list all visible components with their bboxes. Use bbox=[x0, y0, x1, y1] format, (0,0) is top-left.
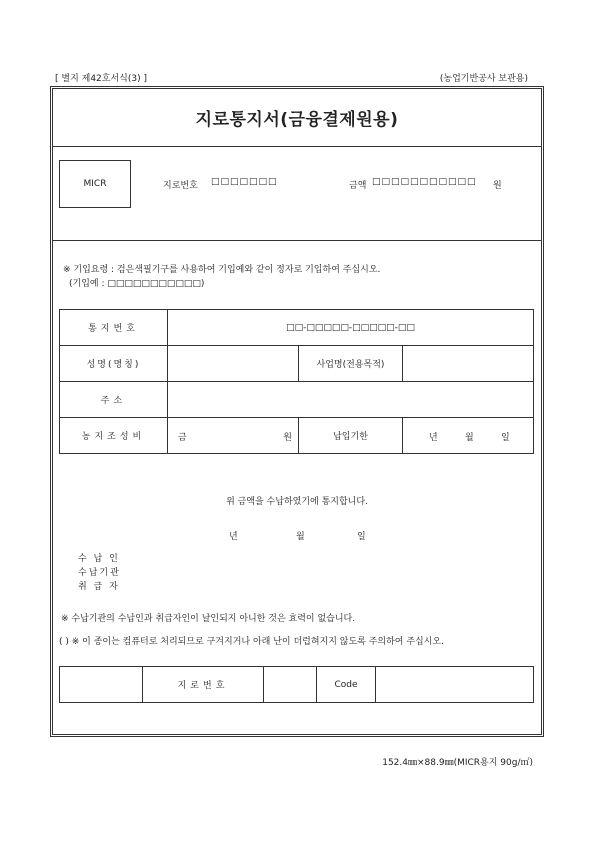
receiver-label: 수 납 인 bbox=[78, 554, 120, 564]
form-frame bbox=[50, 86, 544, 737]
bottom-code-field[interactable] bbox=[376, 667, 534, 703]
fee-label: 농지조성비 bbox=[60, 418, 168, 454]
deadline-day: 일 bbox=[501, 433, 510, 443]
fee-prefix: 금 bbox=[178, 433, 187, 443]
keeper-label: (농업기반공사 보관용) bbox=[439, 74, 528, 84]
notice-day: 일 bbox=[357, 532, 366, 542]
address-label: 주소 bbox=[60, 382, 168, 418]
bottom-giro-label: 지로번호 bbox=[143, 667, 264, 703]
form-title: 지로통지서(금융결제원용) bbox=[53, 89, 541, 147]
micr-section bbox=[53, 146, 541, 241]
fee-field[interactable] bbox=[168, 418, 299, 454]
deadline-year: 년 bbox=[429, 433, 438, 443]
business-field[interactable] bbox=[403, 346, 534, 382]
micr-box: MICR bbox=[59, 160, 131, 208]
fee-unit: 원 bbox=[283, 433, 292, 443]
form-number-label: [ 별지 제42호서식(3) ] bbox=[55, 74, 147, 84]
notice-number-field[interactable]: □□-□□□□□-□□□□□-□□ bbox=[168, 310, 534, 346]
deadline-label: 납입기한 bbox=[299, 418, 403, 454]
institution-label: 수납기관 bbox=[78, 568, 121, 578]
notice-number-label: 통지번호 bbox=[60, 310, 168, 346]
business-label: 사업명(전용목적) bbox=[299, 346, 403, 382]
amount-boxes[interactable]: □□□□□□□□□□□ bbox=[372, 177, 477, 187]
bottom-table bbox=[59, 666, 534, 703]
paper-spec: 152.4㎜×88.9㎜(MICR용지 90g/㎡) bbox=[382, 758, 533, 768]
handling-note: ( ) ※ 이 종이는 컴퓨터로 처리되므로 구겨지거나 아래 난이 더럽혀지지 않도록 주의하여 주십시오. bbox=[59, 637, 444, 647]
amount-unit: 원 bbox=[493, 181, 502, 191]
notice-month: 월 bbox=[296, 532, 305, 542]
bottom-code-label: Code bbox=[317, 667, 376, 703]
bottom-blank-cell[interactable] bbox=[60, 667, 143, 703]
name-field[interactable] bbox=[168, 346, 299, 382]
handler-label: 취 급 자 bbox=[78, 582, 120, 592]
deadline-field[interactable] bbox=[403, 418, 534, 454]
giro-number-label: 지로번호 bbox=[163, 181, 198, 191]
validity-note: ※ 수납기관의 수납인과 취급자인이 날인되지 아니한 것은 효력이 없습니다. bbox=[61, 614, 356, 624]
deadline-month: 월 bbox=[465, 433, 474, 443]
instruction-line: ※ 기입요령 : 검은색필기구를 사용하여 기입예와 같이 정자로 기입하여 주십시오. bbox=[63, 265, 381, 275]
name-label: 성명(명칭) bbox=[60, 346, 168, 382]
amount-label: 금액 bbox=[349, 181, 367, 191]
giro-number-boxes[interactable]: □□□□□□□ bbox=[211, 177, 278, 187]
notice-year: 년 bbox=[229, 532, 238, 542]
address-field[interactable] bbox=[168, 382, 534, 418]
instruction-example: (기입예 : □□□□□□□□□□□) bbox=[69, 279, 205, 289]
notice-statement: 위 금액을 수납하였기에 통지합니다. bbox=[226, 497, 368, 507]
info-table bbox=[59, 309, 534, 454]
bottom-giro-field[interactable] bbox=[264, 667, 317, 703]
